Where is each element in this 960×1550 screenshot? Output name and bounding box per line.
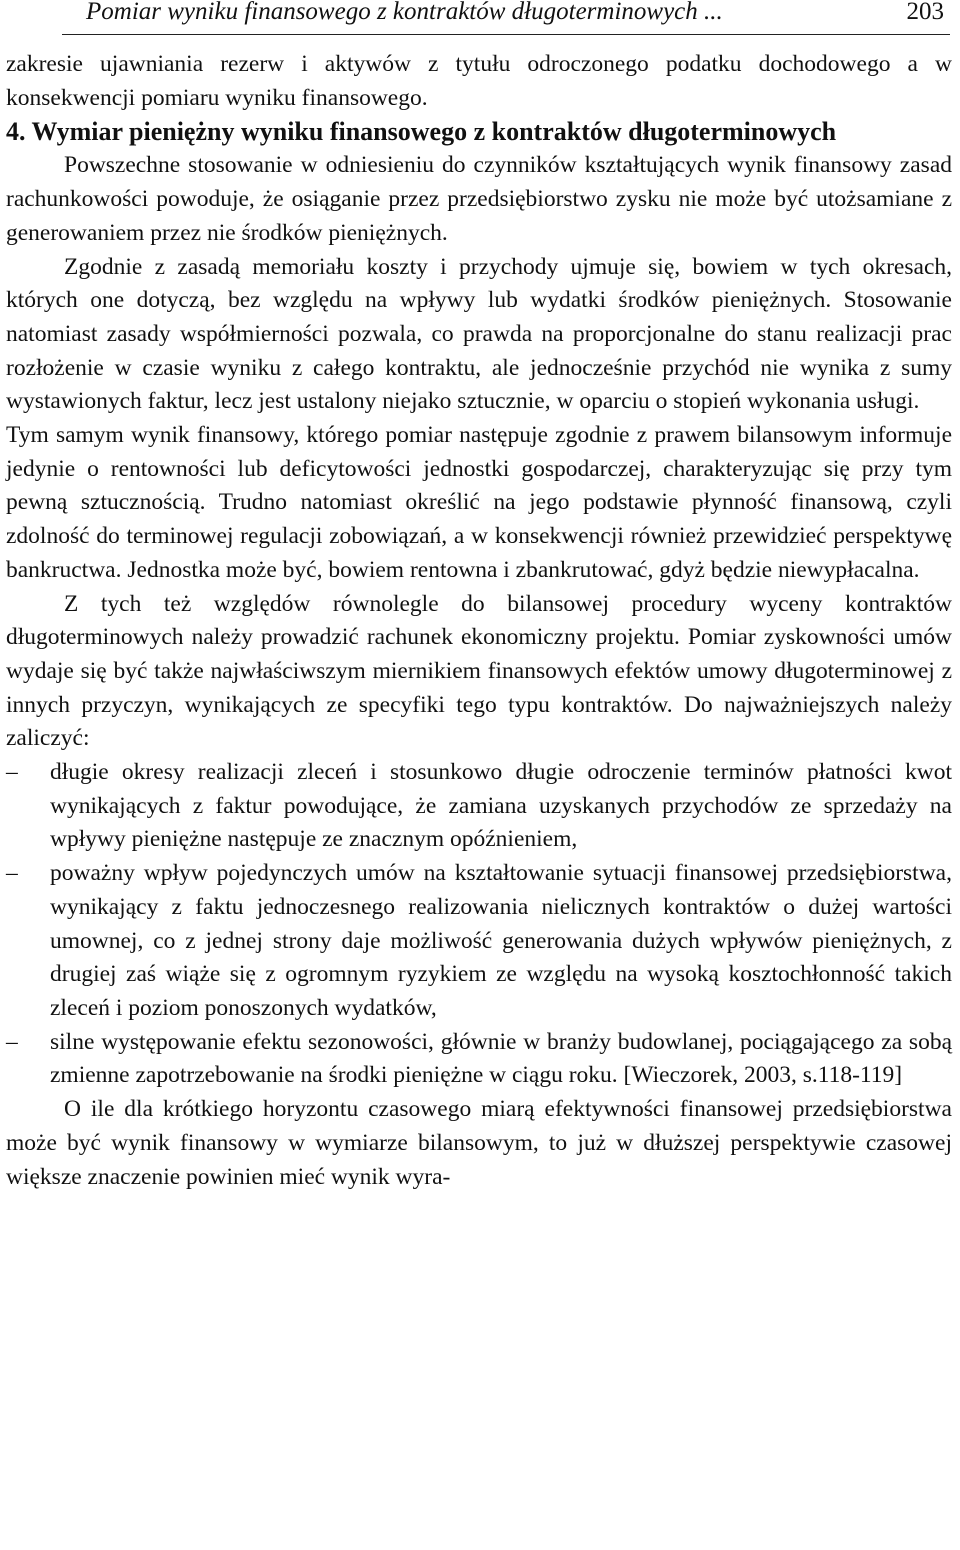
paragraph-4: Z tych też względów równolegle do bilansowej procedury wyceny kontraktów długoterminowych należy prowadzić rachunek ekonomiczny projektu. Pomiar zyskowności umów wydaje się być także najwłaściwszym miernikiem finansowych efektów umowy długoterminowej z innych przyczyn, wynikających ze specyfiki tego typu kontraktów. Do najważniejszych należy zaliczyć:	[6, 590, 952, 752]
list-item	[6, 1026, 952, 1093]
list-item-text: długie okresy realizacji zleceń i stosunkowo długie odroczenie terminów płatności kwot wynikających z faktur powodujące, że zamiana uzyskanych przychodów ze sprzedaży na wpływy pieniężne następuje ze znacznym opóźnieniem,	[50, 759, 952, 853]
list-item	[6, 857, 952, 1026]
dash-bullet: –	[6, 759, 18, 786]
factor-list	[6, 756, 952, 1093]
dash-bullet: –	[6, 860, 18, 887]
running-title: Pomiar wyniku finansowego z kontraktów długoterminowych ...	[86, 0, 723, 25]
list-item	[6, 756, 952, 857]
paragraph-5: O ile dla krótkiego horyzontu czasowego miarą efektywności finansowej przedsiębiorstwa może być wynik finansowy w wymiarze bilansowym, to już w dłuższej perspektywie czasowej większe znaczenie powinien mieć wynik wyra-	[6, 1096, 952, 1190]
running-header	[62, 0, 950, 35]
section-heading: 4. Wymiar pieniężny wyniku finansowego z kontraktów długoterminowych	[6, 117, 837, 147]
paragraph-1: Powszechne stosowanie w odniesieniu do czynników kształtujących wynik finansowy zasad rachunkowości powoduje, że osiąganie przez przedsiębiorstwo zysku nie może być utożsamiane z generowaniem przez nie środków pieniężnych.	[6, 152, 952, 246]
body-text	[6, 48, 952, 1194]
list-item-text: poważny wpływ pojedynczych umów na kształtowanie sytuacji finansowej przedsiębiorstwa, wynikający z faktu jednoczesnego realizowania nielicznych kontraktów o dużej wartości umownej, co z jednej strony daje możliwość generowania dużych wpływów pieniężnych, z drugiej zaś wiąże się z ogromnym ryzykiem ze względu na wysoką kosztochłonność takich zleceń i poziom ponoszonych wydatków,	[50, 860, 952, 1021]
page-number: 203	[906, 0, 944, 25]
paragraph-intro: zakresie ujawniania rezerw i aktywów z tytułu odroczonego podatku dochodowego a w konsekwencji pomiaru wyniku finansowego.	[6, 51, 952, 111]
list-item-text: silne występowanie efektu sezonowości, głównie w branży budowlanej, pociągającego za sobą zmienne zapotrzebowanie na środki pieniężne w ciągu roku. [Wieczorek, 2003, s.118-119]	[50, 1028, 952, 1089]
dash-bullet: –	[6, 1028, 18, 1055]
paragraph-2: Zgodnie z zasadą memoriału koszty i przychody ujmuje się, bowiem w tych okresach, których one dotyczą, bez względu na wpływy lub wydatki środków pieniężnych. Stosowanie natomiast zasady współmierności pozwala, co prawda na proporcjonalne do stanu realizacji prac rozłożenie w czasie wyniku z całego kontraktu, ale jednocześnie przychód nie wynika z sumy wystawionych faktur, lecz jest ustalony niejako sztucznie, w oparciu o stopień wykonania usługi.	[6, 253, 952, 415]
paragraph-3: Tym samym wynik finansowy, którego pomiar następuje zgodnie z prawem bilansowym informuje jedynie o rentowności lub deficytowości jednostki gospodarczej, charakteryzując się przy tym pewną sztucznością. Trudno natomiast określić na jego podstawie płynność finansową, czyli zdolność do terminowej regulacji zobowiązań, a w konsekwencji również przewidzieć perspektywę bankructwa. Jednostka może być, bowiem rentowna i zbankrutować, gdyż będzie niewypłacalna.	[6, 422, 952, 583]
